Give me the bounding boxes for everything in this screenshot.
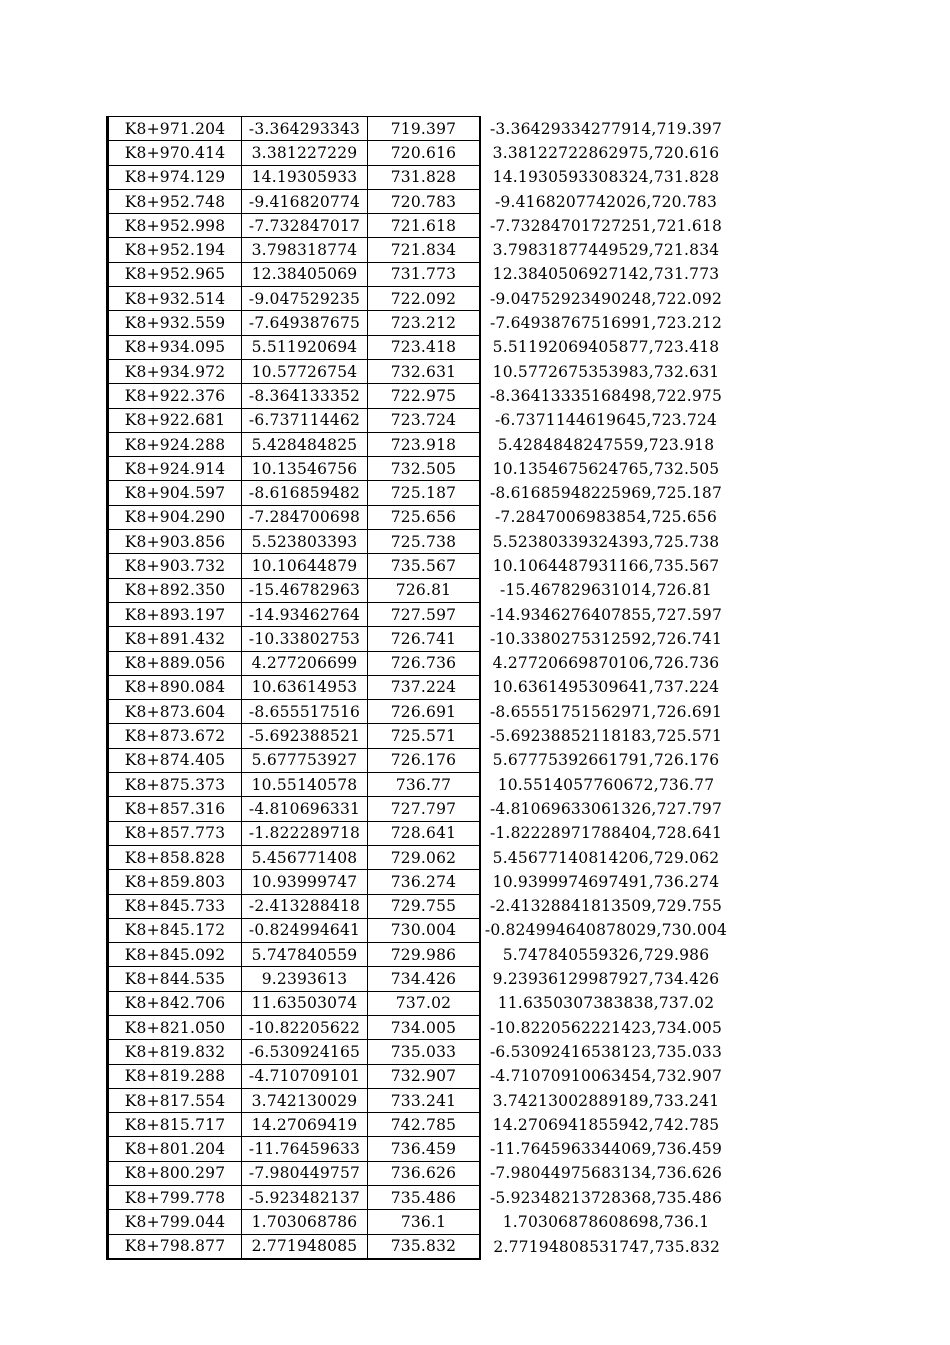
table-row bbox=[108, 1210, 733, 1234]
coordinate-text-cell[interactable]: 14.1930593308324,731.828 bbox=[492, 168, 720, 187]
elevation-cell[interactable]: 732.631 bbox=[368, 359, 481, 383]
station-cell[interactable]: K8+873.672 bbox=[108, 724, 242, 748]
station-cell[interactable]: K8+857.773 bbox=[108, 821, 242, 845]
station-cell[interactable]: K8+922.376 bbox=[108, 384, 242, 408]
elevation-cell[interactable]: 735.832 bbox=[368, 1234, 481, 1259]
station-cell[interactable]: K8+924.288 bbox=[108, 432, 242, 456]
coordinate-text-cell[interactable]: 10.6361495309641,737.224 bbox=[492, 678, 720, 697]
table-row bbox=[108, 943, 733, 967]
offset-cell[interactable]: -6.737114462 bbox=[242, 408, 368, 432]
elevation-cell[interactable]: 723.724 bbox=[368, 408, 481, 432]
coordinate-text-cell[interactable]: -9.4168207742026,720.783 bbox=[494, 192, 718, 211]
coordinate-text-cell[interactable]: 10.5772675353983,732.631 bbox=[492, 362, 720, 381]
station-cell[interactable]: K8+817.554 bbox=[108, 1088, 242, 1112]
station-cell[interactable]: K8+974.129 bbox=[108, 165, 242, 189]
table-row bbox=[108, 335, 733, 359]
coordinate-text-cell[interactable]: -10.8220562221423,734.005 bbox=[489, 1018, 723, 1037]
elevation-cell[interactable]: 731.828 bbox=[368, 165, 481, 189]
coordinate-text-cell[interactable]: -6.53092416538123,735.033 bbox=[489, 1042, 723, 1061]
station-cell[interactable]: K8+971.204 bbox=[108, 117, 242, 141]
coordinate-text-cell[interactable]: -14.9346276407855,727.597 bbox=[489, 605, 723, 624]
table-row bbox=[108, 773, 733, 797]
table-row bbox=[108, 627, 733, 651]
table-row bbox=[108, 651, 733, 675]
offset-cell[interactable]: -7.649387675 bbox=[242, 311, 368, 335]
offset-cell[interactable]: -8.364133352 bbox=[242, 384, 368, 408]
elevation-cell[interactable]: 734.426 bbox=[368, 967, 481, 991]
coordinate-text-cell[interactable]: 14.2706941855942,742.785 bbox=[492, 1115, 720, 1134]
station-cell[interactable]: K8+903.856 bbox=[108, 530, 242, 554]
coordinate-text-cell[interactable]: -7.64938767516991,723.212 bbox=[489, 314, 723, 333]
table-row bbox=[108, 141, 733, 165]
table-row bbox=[108, 602, 733, 626]
offset-cell[interactable]: 5.456771408 bbox=[242, 845, 368, 869]
station-cell[interactable]: K8+924.914 bbox=[108, 457, 242, 481]
elevation-cell[interactable]: 732.505 bbox=[368, 457, 481, 481]
elevation-cell[interactable]: 729.986 bbox=[368, 943, 481, 967]
elevation-cell[interactable]: 722.975 bbox=[368, 384, 481, 408]
coordinate-text-cell[interactable]: 11.6350307383838,737.02 bbox=[497, 994, 715, 1013]
elevation-cell[interactable]: 723.918 bbox=[368, 432, 481, 456]
offset-cell[interactable]: 1.703068786 bbox=[242, 1210, 368, 1234]
station-cell[interactable]: K8+857.316 bbox=[108, 797, 242, 821]
table-row bbox=[108, 675, 733, 699]
elevation-cell[interactable]: 720.783 bbox=[368, 189, 481, 213]
elevation-cell[interactable]: 726.691 bbox=[368, 700, 481, 724]
table-row bbox=[108, 530, 733, 554]
table-row bbox=[108, 797, 733, 821]
offset-cell[interactable]: 9.2393613 bbox=[242, 967, 368, 991]
offset-cell[interactable]: 3.742130029 bbox=[242, 1088, 368, 1112]
offset-cell[interactable]: 14.19305933 bbox=[242, 165, 368, 189]
coordinate-text-cell[interactable]: 12.3840506927142,731.773 bbox=[492, 265, 720, 284]
station-cell[interactable]: K8+873.604 bbox=[108, 700, 242, 724]
coordinate-text-cell[interactable]: -6.7371144619645,723.724 bbox=[494, 411, 718, 430]
table-row bbox=[108, 1234, 733, 1259]
table-row bbox=[108, 1161, 733, 1185]
coordinate-text-cell[interactable]: -7.98044975683134,736.626 bbox=[489, 1164, 723, 1183]
elevation-cell[interactable]: 735.033 bbox=[368, 1040, 481, 1064]
table-row bbox=[108, 554, 733, 578]
station-cell[interactable]: K8+798.877 bbox=[108, 1234, 242, 1259]
table-row bbox=[108, 359, 733, 383]
offset-cell[interactable]: 10.10644879 bbox=[242, 554, 368, 578]
station-cell[interactable]: K8+842.706 bbox=[108, 991, 242, 1015]
offset-cell[interactable]: -3.364293343 bbox=[242, 117, 368, 141]
station-cell[interactable]: K8+890.084 bbox=[108, 675, 242, 699]
offset-cell[interactable]: 5.511920694 bbox=[242, 335, 368, 359]
elevation-cell[interactable]: 734.005 bbox=[368, 1015, 481, 1039]
offset-cell[interactable]: -6.530924165 bbox=[242, 1040, 368, 1064]
offset-cell[interactable]: 12.38405069 bbox=[242, 262, 368, 286]
table-row bbox=[108, 918, 733, 942]
offset-cell[interactable]: 5.747840559 bbox=[242, 943, 368, 967]
station-cell[interactable]: K8+858.828 bbox=[108, 845, 242, 869]
coordinate-text-cell[interactable]: 5.4284848247559,723.918 bbox=[497, 435, 715, 454]
elevation-cell[interactable]: 736.77 bbox=[368, 773, 481, 797]
table-row bbox=[108, 117, 733, 141]
elevation-cell[interactable]: 725.571 bbox=[368, 724, 481, 748]
coordinate-text-cell[interactable]: 5.747840559326,729.986 bbox=[502, 945, 710, 964]
offset-cell[interactable]: 5.428484825 bbox=[242, 432, 368, 456]
table-row bbox=[108, 481, 733, 505]
coordinate-text-cell[interactable]: 4.27720669870106,726.736 bbox=[492, 654, 720, 673]
coordinate-text-cell[interactable]: 10.1354675624765,732.505 bbox=[492, 459, 720, 478]
elevation-cell[interactable]: 736.274 bbox=[368, 870, 481, 894]
elevation-cell[interactable]: 737.02 bbox=[368, 991, 481, 1015]
offset-cell[interactable]: 14.27069419 bbox=[242, 1113, 368, 1137]
offset-cell[interactable]: -8.655517516 bbox=[242, 700, 368, 724]
elevation-cell[interactable]: 725.656 bbox=[368, 505, 481, 529]
station-cell[interactable]: K8+892.350 bbox=[108, 578, 242, 602]
coordinate-text-cell[interactable]: 3.79831877449529,721.834 bbox=[492, 241, 720, 260]
coordinate-text-cell[interactable]: 10.5514057760672,736.77 bbox=[497, 775, 715, 794]
table-row bbox=[108, 748, 733, 772]
station-cell[interactable]: K8+952.748 bbox=[108, 189, 242, 213]
elevation-cell[interactable]: 726.736 bbox=[368, 651, 481, 675]
coordinate-text-cell[interactable]: -3.36429334277914,719.397 bbox=[489, 119, 723, 138]
coordinate-text-cell[interactable]: 5.45677140814206,729.062 bbox=[492, 848, 720, 867]
table-row bbox=[108, 505, 733, 529]
table-row bbox=[108, 1064, 733, 1088]
table-row bbox=[108, 165, 733, 189]
station-cell[interactable]: K8+970.414 bbox=[108, 141, 242, 165]
offset-cell[interactable]: 5.523803393 bbox=[242, 530, 368, 554]
elevation-cell[interactable]: 726.176 bbox=[368, 748, 481, 772]
elevation-cell[interactable]: 727.597 bbox=[368, 602, 481, 626]
coordinate-text-cell[interactable]: -5.92348213728368,735.486 bbox=[489, 1188, 723, 1207]
spreadsheet bbox=[106, 116, 734, 1260]
offset-cell[interactable]: 5.677753927 bbox=[242, 748, 368, 772]
elevation-cell[interactable]: 721.618 bbox=[368, 214, 481, 238]
elevation-cell[interactable]: 726.741 bbox=[368, 627, 481, 651]
station-cell[interactable]: K8+799.044 bbox=[108, 1210, 242, 1234]
offset-cell[interactable]: -0.824994641 bbox=[242, 918, 368, 942]
offset-cell[interactable]: -4.810696331 bbox=[242, 797, 368, 821]
table-row bbox=[108, 189, 733, 213]
offset-cell[interactable]: -11.76459633 bbox=[242, 1137, 368, 1161]
offset-cell[interactable]: -7.284700698 bbox=[242, 505, 368, 529]
station-cell[interactable]: K8+815.717 bbox=[108, 1113, 242, 1137]
coordinate-text-cell[interactable]: -7.2847006983854,725.656 bbox=[494, 508, 718, 527]
coordinate-text-cell[interactable]: -4.71070910063454,732.907 bbox=[489, 1067, 723, 1086]
table-row bbox=[108, 432, 733, 456]
station-cell[interactable]: K8+932.559 bbox=[108, 311, 242, 335]
elevation-cell[interactable]: 719.397 bbox=[368, 117, 481, 141]
offset-cell[interactable]: -2.413288418 bbox=[242, 894, 368, 918]
offset-cell[interactable]: 3.381227229 bbox=[242, 141, 368, 165]
coordinate-text-cell[interactable]: -1.82228971788404,728.641 bbox=[489, 824, 723, 843]
elevation-cell[interactable]: 726.81 bbox=[368, 578, 481, 602]
table-row bbox=[108, 724, 733, 748]
coordinate-text-cell[interactable]: -0.824994640878029,730.004 bbox=[484, 921, 728, 940]
table-row bbox=[108, 870, 733, 894]
station-cell[interactable]: K8+874.405 bbox=[108, 748, 242, 772]
elevation-cell[interactable]: 723.212 bbox=[368, 311, 481, 335]
table-row bbox=[108, 1113, 733, 1137]
elevation-cell[interactable]: 736.459 bbox=[368, 1137, 481, 1161]
offset-cell[interactable]: -14.93462764 bbox=[242, 602, 368, 626]
coordinate-text-cell[interactable]: -5.69238852118183,725.571 bbox=[489, 727, 723, 746]
elevation-cell[interactable]: 732.907 bbox=[368, 1064, 481, 1088]
table-row bbox=[108, 384, 733, 408]
offset-cell[interactable]: 10.63614953 bbox=[242, 675, 368, 699]
offset-cell[interactable]: -8.616859482 bbox=[242, 481, 368, 505]
offset-cell[interactable]: -10.82205622 bbox=[242, 1015, 368, 1039]
table-row bbox=[108, 845, 733, 869]
offset-cell[interactable]: 2.771948085 bbox=[242, 1234, 368, 1259]
elevation-cell[interactable]: 735.567 bbox=[368, 554, 481, 578]
table-row bbox=[108, 238, 733, 262]
table-row bbox=[108, 408, 733, 432]
station-cell[interactable]: K8+904.597 bbox=[108, 481, 242, 505]
table-row bbox=[108, 1137, 733, 1161]
elevation-cell[interactable]: 720.616 bbox=[368, 141, 481, 165]
station-cell[interactable]: K8+819.832 bbox=[108, 1040, 242, 1064]
offset-cell[interactable]: -5.692388521 bbox=[242, 724, 368, 748]
station-cell[interactable]: K8+875.373 bbox=[108, 773, 242, 797]
coordinate-text-cell[interactable]: 10.9399974697491,736.274 bbox=[492, 872, 720, 891]
offset-cell[interactable]: 10.55140578 bbox=[242, 773, 368, 797]
station-cell[interactable]: K8+859.803 bbox=[108, 870, 242, 894]
elevation-cell[interactable]: 737.224 bbox=[368, 675, 481, 699]
station-cell[interactable]: K8+889.056 bbox=[108, 651, 242, 675]
coordinate-text-cell[interactable]: -8.36413335168498,722.975 bbox=[489, 386, 723, 405]
coordinate-text-cell[interactable]: 10.1064487931166,735.567 bbox=[492, 556, 720, 575]
elevation-cell[interactable]: 742.785 bbox=[368, 1113, 481, 1137]
station-cell[interactable]: K8+952.998 bbox=[108, 214, 242, 238]
offset-cell[interactable]: 10.57726754 bbox=[242, 359, 368, 383]
offset-cell[interactable]: -4.710709101 bbox=[242, 1064, 368, 1088]
coordinate-text-cell[interactable]: -7.73284701727251,721.618 bbox=[489, 216, 723, 235]
coordinate-text-cell[interactable]: 2.77194808531747,735.832 bbox=[493, 1237, 721, 1256]
offset-cell[interactable]: 10.13546756 bbox=[242, 457, 368, 481]
station-cell[interactable]: K8+922.681 bbox=[108, 408, 242, 432]
station-cell[interactable]: K8+903.732 bbox=[108, 554, 242, 578]
table-row bbox=[108, 700, 733, 724]
station-cell[interactable]: K8+893.197 bbox=[108, 602, 242, 626]
elevation-cell[interactable]: 736.1 bbox=[368, 1210, 481, 1234]
elevation-cell[interactable]: 725.738 bbox=[368, 530, 481, 554]
offset-cell[interactable]: 4.277206699 bbox=[242, 651, 368, 675]
coordinate-text-cell[interactable]: 9.23936129987927,734.426 bbox=[492, 970, 720, 989]
elevation-cell[interactable]: 730.004 bbox=[368, 918, 481, 942]
coordinate-text-cell[interactable]: -11.7645963344069,736.459 bbox=[489, 1140, 723, 1159]
offset-cell[interactable]: -5.923482137 bbox=[242, 1186, 368, 1210]
table-row bbox=[108, 578, 733, 602]
coordinate-text-cell[interactable]: -8.65551751562971,726.691 bbox=[489, 702, 723, 721]
coordinate-text-cell[interactable]: 5.52380339324393,725.738 bbox=[492, 532, 720, 551]
table-row bbox=[108, 1186, 733, 1210]
elevation-cell[interactable]: 736.626 bbox=[368, 1161, 481, 1185]
station-cell[interactable]: K8+845.172 bbox=[108, 918, 242, 942]
station-cell[interactable]: K8+934.095 bbox=[108, 335, 242, 359]
table-row bbox=[108, 214, 733, 238]
table-row bbox=[108, 894, 733, 918]
coordinate-text-cell[interactable]: -8.61685948225969,725.187 bbox=[489, 484, 723, 503]
station-cell[interactable]: K8+821.050 bbox=[108, 1015, 242, 1039]
survey-table bbox=[106, 116, 734, 1260]
coordinate-text-cell[interactable]: 5.67775392661791,726.176 bbox=[492, 751, 720, 770]
coordinate-text-cell[interactable]: -4.81069633061326,727.797 bbox=[489, 799, 723, 818]
offset-cell[interactable]: -15.46782963 bbox=[242, 578, 368, 602]
elevation-cell[interactable]: 729.755 bbox=[368, 894, 481, 918]
station-cell[interactable]: K8+801.204 bbox=[108, 1137, 242, 1161]
elevation-cell[interactable]: 725.187 bbox=[368, 481, 481, 505]
station-cell[interactable]: K8+932.514 bbox=[108, 287, 242, 311]
table-row bbox=[108, 967, 733, 991]
elevation-cell[interactable]: 731.773 bbox=[368, 262, 481, 286]
coordinate-text-cell[interactable]: -10.3380275312592,726.741 bbox=[489, 629, 723, 648]
station-cell[interactable]: K8+799.778 bbox=[108, 1186, 242, 1210]
elevation-cell[interactable]: 735.486 bbox=[368, 1186, 481, 1210]
elevation-cell[interactable]: 723.418 bbox=[368, 335, 481, 359]
offset-cell[interactable]: -1.822289718 bbox=[242, 821, 368, 845]
offset-cell[interactable]: 10.93999747 bbox=[242, 870, 368, 894]
offset-cell[interactable]: -9.047529235 bbox=[242, 287, 368, 311]
offset-cell[interactable]: -7.980449757 bbox=[242, 1161, 368, 1185]
table-row bbox=[108, 311, 733, 335]
elevation-cell[interactable]: 733.241 bbox=[368, 1088, 481, 1112]
table-row bbox=[108, 1088, 733, 1112]
coordinate-text-cell[interactable]: -15.467829631014,726.81 bbox=[500, 581, 712, 600]
offset-cell[interactable]: 11.63503074 bbox=[242, 991, 368, 1015]
elevation-cell[interactable]: 722.092 bbox=[368, 287, 481, 311]
offset-cell[interactable]: -7.732847017 bbox=[242, 214, 368, 238]
coordinate-text-cell[interactable]: 3.38122722862975,720.616 bbox=[492, 143, 720, 162]
table-body bbox=[108, 117, 733, 1259]
offset-cell[interactable]: -10.33802753 bbox=[242, 627, 368, 651]
table-row bbox=[108, 1040, 733, 1064]
station-cell[interactable]: K8+844.535 bbox=[108, 967, 242, 991]
coordinate-text-cell[interactable]: -2.41328841813509,729.755 bbox=[489, 897, 723, 916]
station-cell[interactable]: K8+891.432 bbox=[108, 627, 242, 651]
coordinate-text-cell[interactable]: -9.04752923490248,722.092 bbox=[489, 289, 723, 308]
table-row bbox=[108, 262, 733, 286]
station-cell[interactable]: K8+845.733 bbox=[108, 894, 242, 918]
offset-cell[interactable]: -9.416820774 bbox=[242, 189, 368, 213]
table-row bbox=[108, 991, 733, 1015]
table-row bbox=[108, 1015, 733, 1039]
offset-cell[interactable]: 3.798318774 bbox=[242, 238, 368, 262]
station-cell[interactable]: K8+845.092 bbox=[108, 943, 242, 967]
station-cell[interactable]: K8+952.194 bbox=[108, 238, 242, 262]
table-row bbox=[108, 821, 733, 845]
station-cell[interactable]: K8+952.965 bbox=[108, 262, 242, 286]
table-row bbox=[108, 457, 733, 481]
elevation-cell[interactable]: 721.834 bbox=[368, 238, 481, 262]
elevation-cell[interactable]: 729.062 bbox=[368, 845, 481, 869]
coordinate-text-cell[interactable]: 1.70306878608698,736.1 bbox=[502, 1213, 710, 1231]
elevation-cell[interactable]: 728.641 bbox=[368, 821, 481, 845]
coordinate-text-cell[interactable]: 5.51192069405877,723.418 bbox=[492, 338, 720, 357]
station-cell[interactable]: K8+904.290 bbox=[108, 505, 242, 529]
station-cell[interactable]: K8+800.297 bbox=[108, 1161, 242, 1185]
table-row bbox=[108, 287, 733, 311]
coordinate-text-cell[interactable]: 3.74213002889189,733.241 bbox=[492, 1091, 720, 1110]
station-cell[interactable]: K8+934.972 bbox=[108, 359, 242, 383]
station-cell[interactable]: K8+819.288 bbox=[108, 1064, 242, 1088]
elevation-cell[interactable]: 727.797 bbox=[368, 797, 481, 821]
